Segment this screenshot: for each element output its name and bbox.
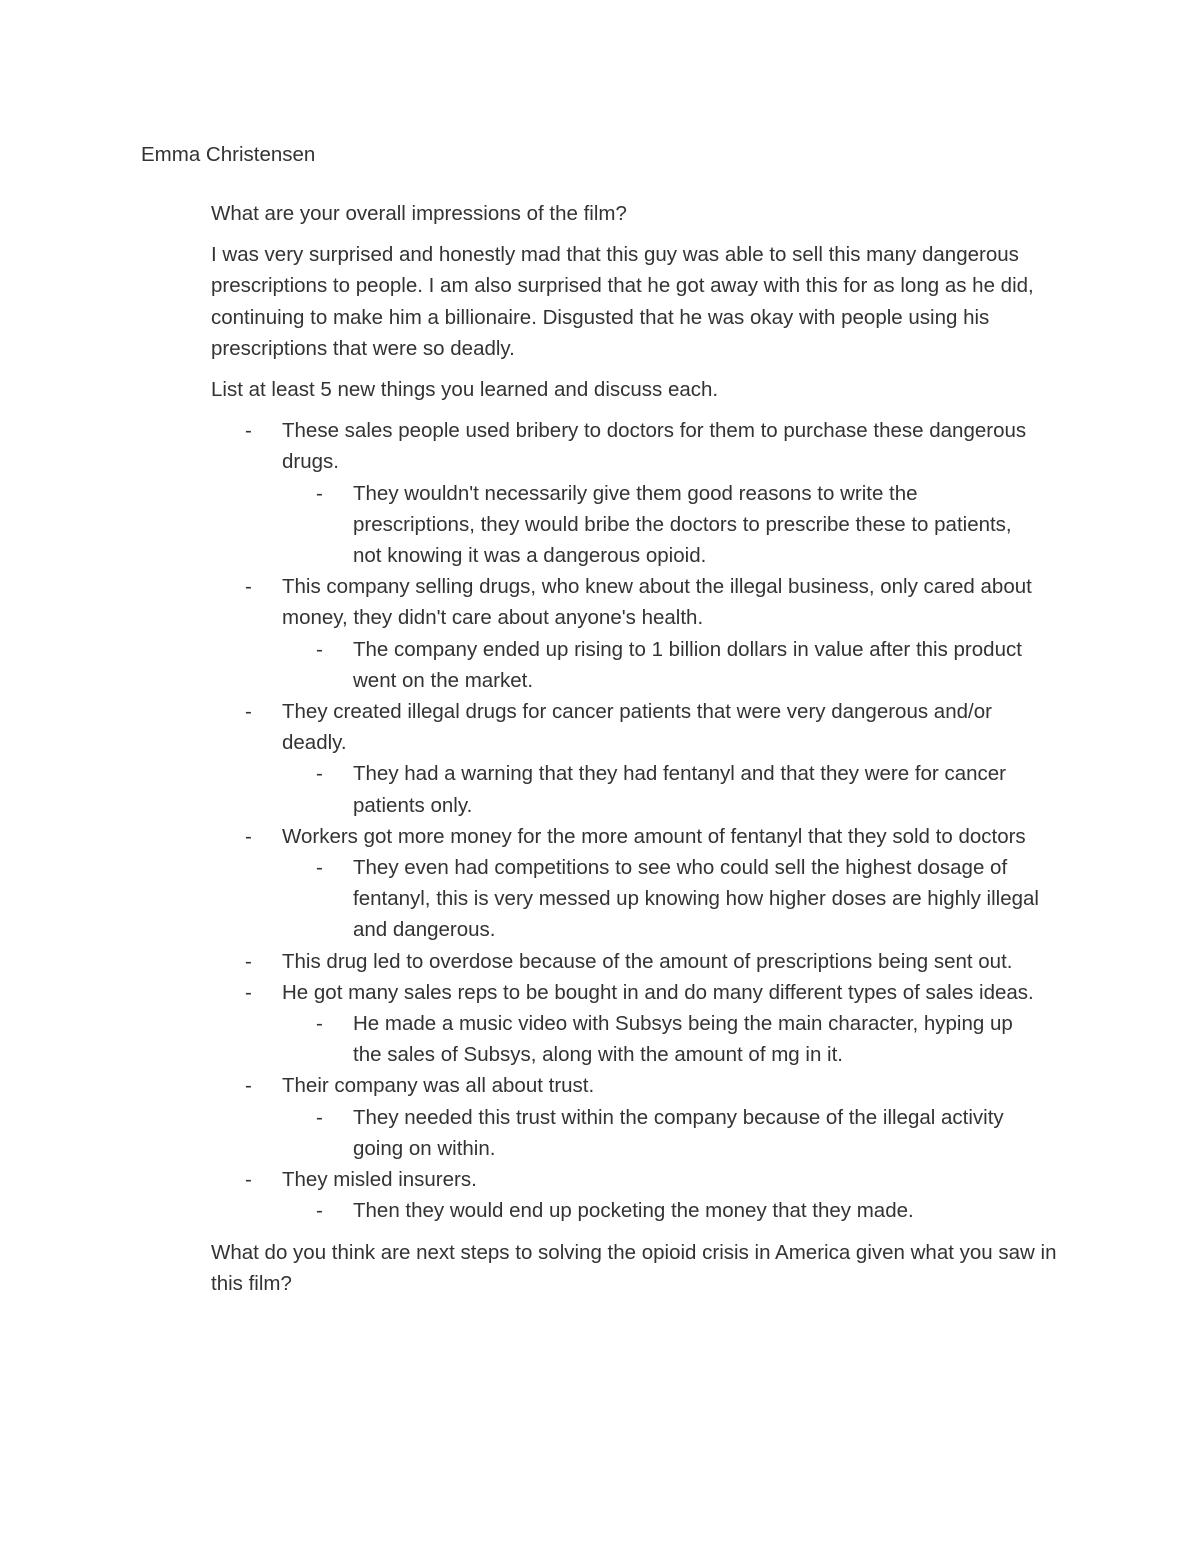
sub-list <box>282 478 1057 572</box>
dash-bullet: - <box>245 700 252 724</box>
dash-bullet: - <box>245 824 252 848</box>
dash-bullet: - <box>316 762 323 786</box>
sub-list <box>282 1102 1057 1164</box>
sub-list <box>282 1008 1057 1070</box>
dash-bullet: - <box>245 1168 252 1192</box>
list-item <box>211 821 1057 946</box>
dash-bullet: - <box>245 575 252 599</box>
sub-list-item <box>282 478 1043 572</box>
dash-bullet: - <box>316 1012 323 1036</box>
dash-bullet: - <box>245 1074 252 1098</box>
list-item-text: They misled insurers. <box>282 1168 477 1192</box>
list-item-text: They created illegal drugs for cancer patients that were very dangerous and/or deadly. <box>282 700 992 755</box>
dash-bullet: - <box>316 856 323 880</box>
sub-list <box>282 1195 1057 1226</box>
dash-bullet: - <box>316 1199 323 1223</box>
question-things-learned: List at least 5 new things you learned and discuss each. <box>211 378 719 402</box>
list-item-text: Their company was all about trust. <box>282 1074 595 1098</box>
answer-overall-impressions: I was very surprised and honestly mad that this guy was able to sell this many dangerous prescriptions to people. I am also surprised that he got away with this for as long as he did, continuing to make him a billionaire. Disgusted that he was okay with people using his prescriptions that were so deadly. <box>211 243 1034 360</box>
list-item <box>211 696 1057 821</box>
list-item-text: This company selling drugs, who knew about the illegal business, only cared about money, they didn't care about anyone's health. <box>282 575 1032 630</box>
sub-list <box>282 634 1057 696</box>
dash-bullet: - <box>316 637 323 661</box>
sub-list-item <box>282 1008 1043 1070</box>
list-item-text: He got many sales reps to be bought in and do many different types of sales ideas. <box>282 980 1034 1004</box>
list-item <box>211 415 1057 571</box>
list-item-text: This drug led to overdose because of the amount of prescriptions being sent out. <box>282 949 1013 973</box>
sub-list-item <box>282 1102 1043 1164</box>
question-overall-impressions: What are your overall impressions of the film? <box>211 202 627 225</box>
list-item <box>211 571 1057 696</box>
list-item <box>211 946 1057 977</box>
list-item <box>211 1070 1057 1164</box>
dash-bullet: - <box>316 1105 323 1129</box>
sub-list-item-text: He made a music video with Subsys being the main character, hyping up the sales of Subsys, along with the amount of mg in it. <box>353 1012 1013 1067</box>
sub-list-item-text: They wouldn't necessarily give them good reasons to write the prescriptions, they would bribe the doctors to prescribe these to patients, not knowing it was a dangerous opioid. <box>353 481 1012 568</box>
list-item <box>211 1164 1057 1226</box>
sub-list <box>282 758 1057 820</box>
sub-list <box>282 852 1057 946</box>
dash-bullet: - <box>245 419 252 443</box>
document-body <box>211 198 1061 1309</box>
dash-bullet: - <box>245 949 252 973</box>
sub-list-item-text: They needed this trust within the company because of the illegal activity going on within. <box>353 1105 1004 1160</box>
author-name: Emma Christensen <box>141 143 316 166</box>
question-next-steps: What do you think are next steps to solving the opioid crisis in America given what you saw in this film? <box>211 1240 1057 1295</box>
sub-list-item <box>282 758 1043 820</box>
sub-list-item-text: Then they would end up pocketing the money that they made. <box>353 1199 914 1223</box>
sub-list-item <box>282 1195 1043 1226</box>
sub-list-item-text: The company ended up rising to 1 billion dollars in value after this product went on the market. <box>353 637 1022 692</box>
sub-list-item <box>282 634 1043 696</box>
list-item-text: Workers got more money for the more amount of fentanyl that they sold to doctors <box>282 824 1026 848</box>
sub-list-item <box>282 852 1043 946</box>
list-item <box>211 977 1057 1071</box>
sub-list-item-text: They had a warning that they had fentanyl and that they were for cancer patients only. <box>353 762 1006 817</box>
sub-list-item-text: They even had competitions to see who could sell the highest dosage of fentanyl, this is very messed up knowing how higher doses are highly illegal and dangerous. <box>353 856 1039 942</box>
list-item-text: These sales people used bribery to doctors for them to purchase these dangerous drugs. <box>282 419 1027 474</box>
dash-bullet: - <box>316 481 323 505</box>
learned-list <box>211 415 1061 1226</box>
dash-bullet: - <box>245 980 252 1004</box>
